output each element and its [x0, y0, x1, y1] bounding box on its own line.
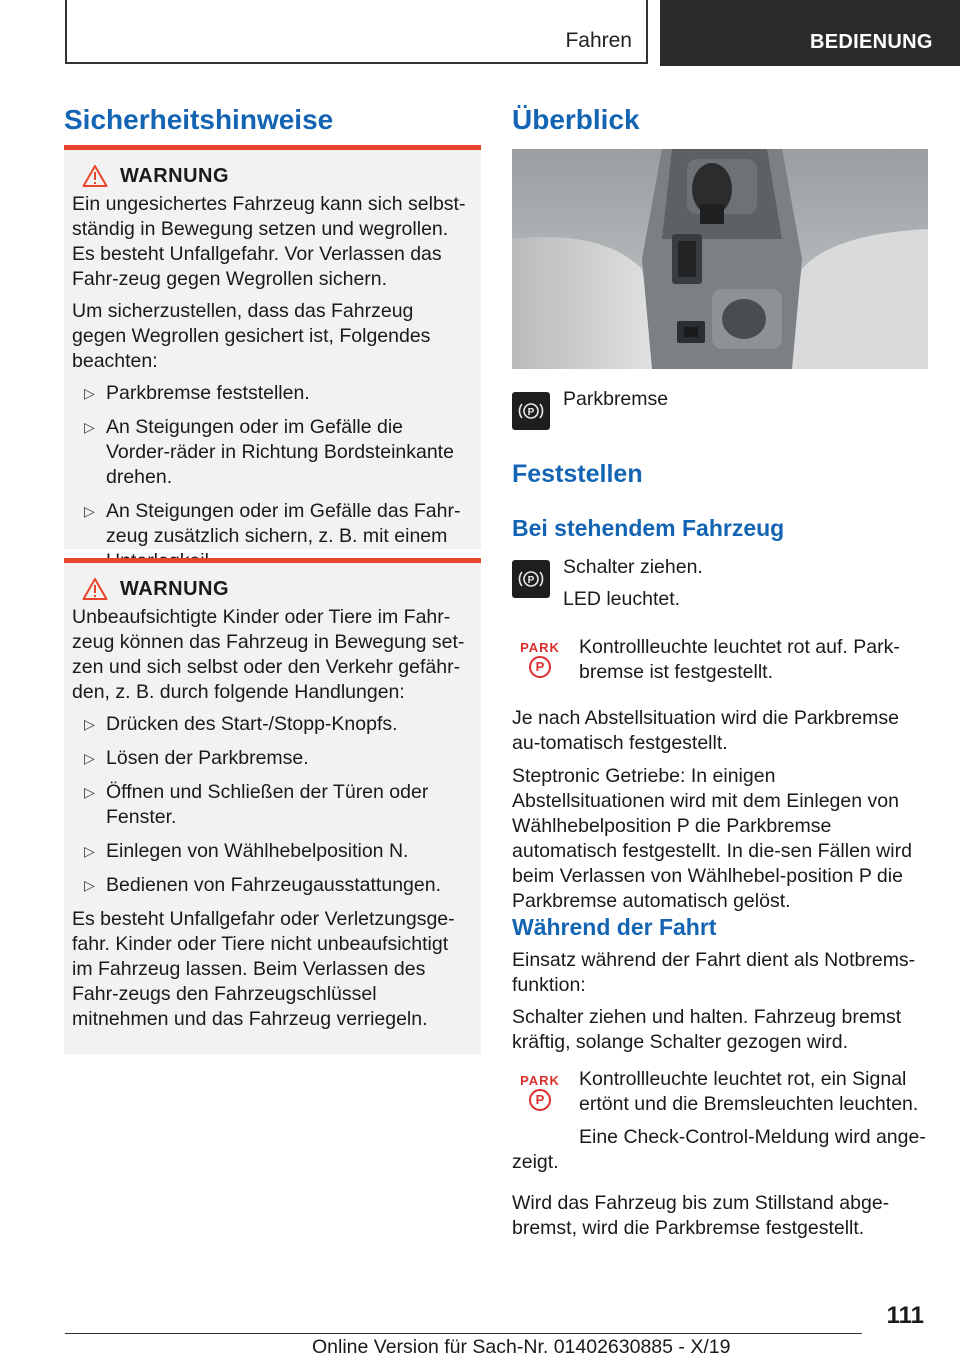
warning-title: WARNUNG	[120, 164, 230, 187]
park-indicator-light-icon	[518, 640, 562, 686]
list-item	[72, 712, 471, 737]
parking-brake-switch-icon	[512, 392, 550, 430]
park-indicator-label: PARK	[520, 1073, 560, 1088]
list-item-text: Öffnen und Schließen der Türen oder Fenster.	[106, 781, 429, 828]
instruction-text: LED leuchtet.	[563, 588, 681, 610]
warning-paragraph: Unbeaufsichtigte Kinder oder Tiere im Fahr-zeug können das Fahrzeug in Bewegung set-zen und sich selbst oder den Verkehr gefähr-den, z. B. durch folgende Handlungen:	[72, 606, 465, 703]
center-console-photo	[512, 149, 928, 369]
warning-title-row	[82, 164, 471, 188]
bullet-triangle-icon: ▷	[84, 716, 95, 732]
bullet-triangle-icon: ▷	[84, 419, 95, 435]
list-item-text: Lösen der Parkbremse.	[106, 747, 309, 769]
bullet-triangle-icon: ▷	[84, 877, 95, 893]
paragraph-stillstand: Wird das Fahrzeug bis zum Stillstand abge-bremst, wird die Parkbremse festgestellt.	[512, 1192, 890, 1239]
header-section-label: Fahren	[565, 29, 632, 52]
warning-title-row	[82, 577, 471, 601]
paragraph-abstellsituation: Je nach Abstellsituation wird die Parkbremse au-tomatisch festgestellt.	[512, 707, 899, 754]
paragraph-schalter: Schalter ziehen und halten. Fahrzeug bremst kräftig, solange Schalter gezogen wird.	[512, 1006, 902, 1053]
header-chapter-label: BEDIENUNG	[810, 31, 933, 53]
warning-box-2	[64, 558, 481, 1054]
list-item-text: An Steigungen oder im Gefälle die Vorder-räder in Richtung Bordsteinkante drehen.	[106, 416, 454, 488]
list-item	[72, 746, 471, 771]
warning-list	[72, 381, 471, 574]
center-console-illustration	[512, 149, 928, 369]
warning-triangle-icon	[82, 577, 108, 601]
parking-brake-symbol-icon	[517, 565, 545, 593]
warning-paragraph: Um sicherzustellen, dass das Fahrzeug gegen Wegrollen gesichert ist, Folgendes beachten:	[72, 300, 431, 372]
indicator-description: Kontrollleuchte leuchtet rot auf. Park-bremse ist festgestellt.	[579, 636, 900, 683]
page-number: 111	[886, 1302, 924, 1329]
heading-waehrend-der-fahrt: Während der Fahrt	[512, 914, 717, 940]
list-item	[72, 415, 471, 490]
bullet-triangle-icon: ▷	[84, 503, 95, 519]
heading-ueberblick: Überblick	[512, 104, 640, 135]
warning-triangle-icon	[82, 164, 108, 188]
icon-caption: Parkbremse	[563, 388, 669, 410]
heading-sicherheitshinweise: Sicherheitshinweise	[64, 104, 334, 135]
heading-bei-stehendem-fahrzeug: Bei stehendem Fahrzeug	[512, 515, 785, 541]
warning-paragraph: Es besteht Unfallgefahr oder Verletzungsge-fahr. Kinder oder Tiere nicht unbeaufsichtigt im Fahrzeug lassen. Beim Verlassen des Fahr-zeugs den Fahrzeugschlüssel mitnehmen und das Fahrzeug verriegeln.	[72, 908, 455, 1030]
warning-title: WARNUNG	[120, 577, 230, 600]
bullet-triangle-icon: ▷	[84, 843, 95, 859]
instruction-text: Schalter ziehen.	[563, 556, 703, 578]
warning-list	[72, 712, 471, 898]
list-item-text: Bedienen von Fahrzeugausstattungen.	[106, 874, 441, 896]
park-indicator-light-icon	[518, 1073, 562, 1119]
list-item	[72, 381, 471, 406]
list-item-text: Drücken des Start-/Stopp-Knopfs.	[106, 713, 398, 735]
list-item-text: Einlegen von Wählhebelposition N.	[106, 840, 409, 862]
list-item	[72, 780, 471, 830]
check-control-text: zeigt.	[512, 1151, 559, 1173]
footer-divider	[65, 1333, 862, 1334]
parking-brake-symbol-icon	[517, 397, 545, 425]
parking-brake-switch-icon	[512, 560, 550, 598]
paragraph-einsatz: Einsatz während der Fahrt dient als Notbrems-funktion:	[512, 949, 916, 996]
svg-text:P: P	[527, 407, 535, 418]
park-indicator-label: PARK	[520, 640, 560, 655]
header-section-tab	[65, 0, 648, 64]
list-item	[72, 873, 471, 898]
heading-feststellen: Feststellen	[512, 460, 643, 488]
bullet-triangle-icon: ▷	[84, 750, 95, 766]
header-chapter-tab	[660, 0, 960, 66]
check-control-text: Eine Check-Control-Meldung wird ange-	[579, 1126, 926, 1148]
indicator-description: Kontrollleuchte leuchtet rot, ein Signal ertönt und die Bremsleuchten leuchten.	[579, 1068, 919, 1115]
list-item-text: Parkbremse feststellen.	[106, 382, 310, 404]
list-item	[72, 839, 471, 864]
paragraph-steptronic: Steptronic Getriebe: In einigen Abstellsituationen wird mit dem Einlegen von Wählhebelposition P die Parkbremse automatisch festgestellt. In die-sen Fällen wird beim Verlassen von Wählhebel-position P die Parkbremse automatisch gelöst.	[512, 765, 912, 912]
bullet-triangle-icon: ▷	[84, 385, 95, 401]
park-indicator-circle: P	[529, 656, 551, 678]
svg-text:P: P	[527, 575, 535, 586]
footer-text: Online Version für Sach-Nr. 01402630885 - X/19	[312, 1336, 731, 1358]
bullet-triangle-icon: ▷	[84, 784, 95, 800]
list-item-text: An Steigungen oder im Gefälle das Fahr-zeug zusätzlich sichern, z. B. mit einem	[106, 500, 461, 547]
warning-box-1	[64, 145, 481, 549]
park-indicator-circle: P	[529, 1089, 551, 1111]
warning-paragraph: Ein ungesichertes Fahrzeug kann sich selbst-ständig in Bewegung setzen und wegrollen. Es besteht Unfallgefahr. Vor Verlassen das Fahr-zeug gegen Wegrollen sichern.	[72, 193, 466, 290]
